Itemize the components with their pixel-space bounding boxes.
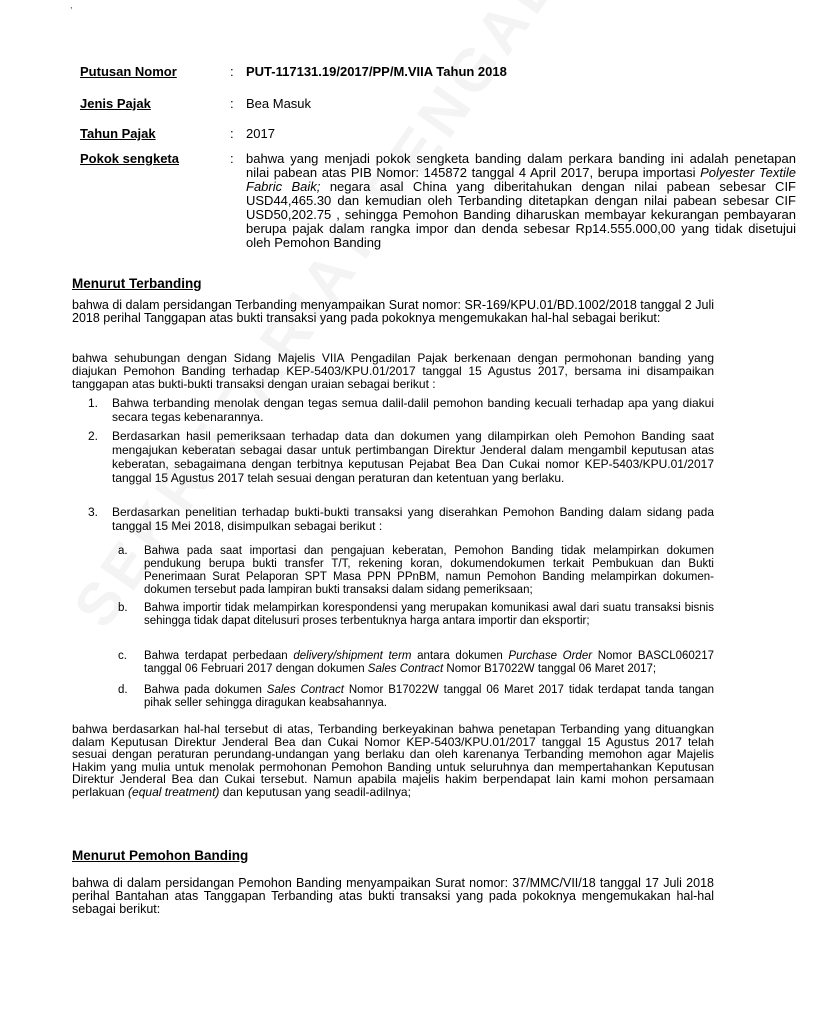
sub-c-italic-1: delivery/shipment term <box>293 650 412 662</box>
terbanding-conclusion <box>72 723 714 798</box>
sub-text-d <box>144 684 714 710</box>
sub-d-1: Bahwa pada dokumen <box>144 684 267 696</box>
sub-c-2: antara dokumen <box>411 650 509 662</box>
sub-letter-a: a. <box>118 545 128 557</box>
conclusion-italic: (equal treatment) <box>128 784 220 799</box>
corner-mark: , <box>70 0 73 10</box>
pokok-label: Pokok sengketa <box>80 151 179 166</box>
tahun-value: 2017 <box>246 126 275 141</box>
list-num-1: 1. <box>88 396 99 410</box>
pemohon-title: Menurut Pemohon Banding <box>72 848 249 863</box>
list-text-2: Berdasarkan hasil pemeriksaan terhadap data dan dokumen yang dilampirkan oleh Pemohon Banding saat mengajukan keberatan sebagai dasar untuk pertimbangan Direktur Jenderal dalam mengambil keputusan atas keberatan, sebagaimana dengan terbitnya keputusan Pejabat Bea Dan Cukai nomor KEP-5403/KPU.01/2017 tanggal 15 Agustus 2017 telah sesuai dengan peraturan dan ketentuan yang berlaku. <box>112 429 714 485</box>
pemohon-para-1: bahwa di dalam persidangan Pemohon Banding menyampaikan Surat nomor: 37/MMC/VII/18 tanggal 17 Juli 2018 perihal Bantahan atas Tanggapan Terbanding atas bukti transaksi yang pada pokoknya mengemukakan hal-hal sebagai berikut: <box>72 876 714 916</box>
sub-c-italic-2: Purchase Order <box>508 650 593 662</box>
tahun-colon: : <box>230 126 234 141</box>
sub-c-italic-3: Sales Contract <box>367 663 444 675</box>
sub-c-3: Nomor BASCL060217 tanggal 06 Februari 2017 dengan dokumen <box>144 650 714 675</box>
sub-d-2: Nomor B17022W tanggal 06 Maret 2017 tidak terdapat tanda tangan pihak seller sehingga diragukan keabsahannya. <box>144 684 714 709</box>
sub-text-a: Bahwa pada saat importasi dan pengajuan keberatan, Pemohon Banding tidak melampirkan dokumen pendukung berupa bukti transfer T/T, rekening koran, dokumendokumen terkait Pembukuan dan Bukti Penerimaan Surat Pelaporan SPT Masa PPN PPnBM, namun Pemohon Banding melampirkan dokumen-dokumen tersebut pada lampiran bukti transaksi dalam sidang pemeriksaan; <box>144 545 714 596</box>
terbanding-para-2: bahwa sehubungan dengan Sidang Majelis VIIA Pengadilan Pajak berkenaan dengan permohonan banding yang diajukan Pemohon Banding terhadap KEP-5403/KPU.01/2017 tanggal 15 Agustus 2017, bersama ini disampaikan tanggapan atas bukti-bukti transaksi dengan uraian sebagai berikut : <box>72 351 714 391</box>
sub-text-b: Bahwa importir tidak melampirkan korespondensi yang merupakan komunikasi awal dari suatu transaksi bisnis sehingga tidak dapat ditelusuri proses terbentuknya harga antara importir dan eksportir; <box>144 602 714 627</box>
terbanding-title: Menurut Terbanding <box>72 276 202 291</box>
sub-letter-d: d. <box>118 684 128 696</box>
list-text-1: Bahwa terbanding menolak dengan tegas semua dalil-dalil pemohon banding kecuali terhadap apa yang diakui secara tegas kebenarannya. <box>112 396 714 424</box>
list-num-3: 3. <box>88 505 99 519</box>
jenis-colon: : <box>230 96 234 111</box>
sub-letter-b: b. <box>118 602 128 614</box>
sub-c-1: Bahwa terdapat perbedaan <box>144 650 294 662</box>
sub-text-c <box>144 650 714 676</box>
conclusion-1: bahwa berdasarkan hal-hal tersebut di atas, Terbanding berkeyakinan bahwa penetapan Terbanding yang dituangkan dalam Keputusan Direktur Jenderal Bea dan Cukai Nomor KEP-5403/KPU.01/2017 tanggal 15 Agustus 2017 telah sesuai dengan peraturan perundang-undangan yang berlaku dan oleh karenanya Terbanding memohon agar Majelis Hakim yang mulia untuk menolak permohonan Pemohon Banding untuk seluruhnya dan mempertahankan Keputusan Direktur Jenderal Bea dan Cukai tersebut. Namun apabila majelis hakim berpendapat lain kami mohon persamaan perlakuan <box>72 722 714 799</box>
list-num-2: 2. <box>88 429 99 443</box>
pokok-value <box>246 152 796 250</box>
pokok-text-2: negara asal China yang diberitahukan dengan nilai pabean sebesar CIF USD44,465.30 dan kemudian oleh Terbanding ditetapkan dengan nilai pabean sebesar CIF USD50,202.75 , sehingga Pemohon Banding diharuskan membayar kekurangan pembayaran berupa pajak dalam rangka impor dan denda sebesar Rp14.555.000,00 yang tidak disetujui oleh Pemohon Banding <box>246 179 796 250</box>
tahun-label: Tahun Pajak <box>80 126 156 141</box>
terbanding-para-1: bahwa di dalam persidangan Terbanding menyampaikan Surat nomor: SR-169/KPU.01/BD.1002/2018 tanggal 2 Juli 2018 perihal Tanggapan atas bukti transaksi yang pada pokoknya mengemukakan hal-hal sebagai berikut: <box>72 298 714 325</box>
pokok-text-italic: Polyester Textile Fabric Baik; <box>246 165 796 194</box>
sub-c-4: Nomor B17022W tanggal 06 Maret 2017; <box>443 663 657 675</box>
sub-letter-c: c. <box>118 650 127 662</box>
pokok-text-1: bahwa yang menjadi pokok sengketa banding dalam perkara banding ini adalah penetapan nilai pabean atas PIB Nomor: 145872 tanggal 4 April 2017, berupa importasi <box>246 151 796 180</box>
pokok-colon: : <box>230 151 234 166</box>
list-text-3: Berdasarkan penelitian terhadap bukti-bukti transaksi yang diserahkan Pemohon Banding dalam sidang pada tanggal 15 Mei 2018, disimpulkan sebagai berikut : <box>112 505 714 533</box>
jenis-label: Jenis Pajak <box>80 96 151 111</box>
putusan-label: Putusan Nomor <box>80 64 177 79</box>
jenis-value: Bea Masuk <box>246 96 312 111</box>
putusan-value: PUT-117131.19/2017/PP/M.VIIA Tahun 2018 <box>246 64 507 79</box>
conclusion-2: dan keputusan yang seadil-adilnya; <box>219 784 411 799</box>
putusan-colon: : <box>230 64 234 79</box>
sub-d-italic-1: Sales Contract <box>266 684 344 696</box>
